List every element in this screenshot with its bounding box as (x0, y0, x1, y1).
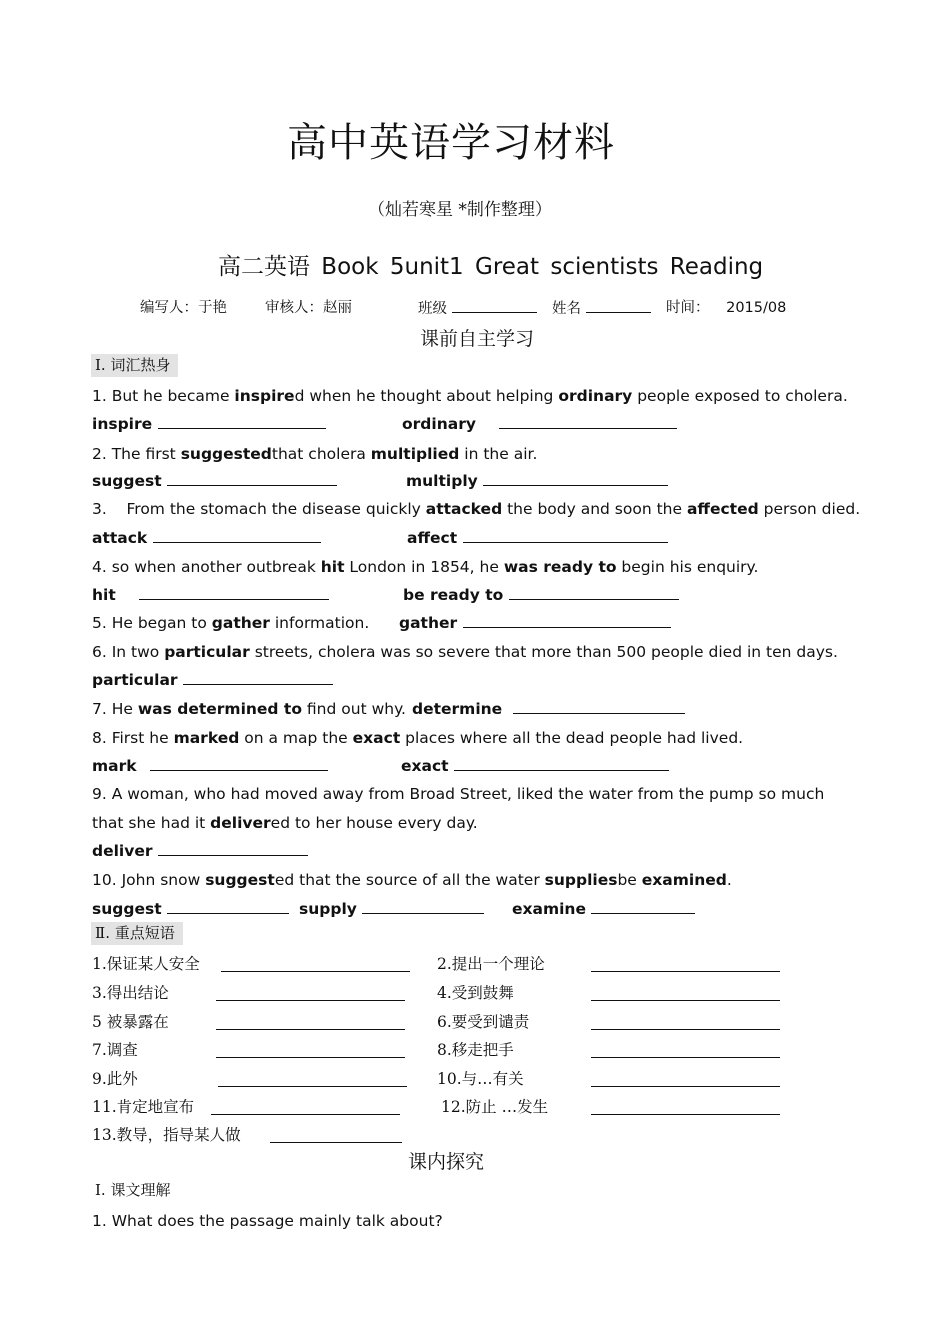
phrase-blank (211, 1114, 400, 1115)
class-field (418, 298, 537, 319)
phrase-item: 8.移走把手 (437, 1041, 514, 1059)
section3-heading: Ⅰ. 课文理解 (95, 1181, 171, 1199)
phrase-item: 9.此外 (92, 1070, 138, 1088)
phrase-item: 12.防止 …发生 (441, 1098, 549, 1116)
vocab-word-suggest-2: suggest (92, 899, 289, 919)
vocab-word-exact: exact (401, 756, 669, 776)
vocab-sentence-9a: 9. A woman, who had moved away from Broad Street, liked the water from the pump so much (92, 785, 825, 803)
phrase-item: 7.调查 (92, 1041, 138, 1059)
time-field (666, 298, 786, 318)
vocab-word-be-ready-to: be ready to (403, 585, 679, 605)
vocab-word-ordinary: ordinary (402, 414, 677, 434)
phrase-blank (591, 971, 780, 972)
phrase-item: 6.要受到谴责 (437, 1013, 530, 1031)
phrase-blank (591, 1057, 780, 1058)
class-blank (452, 298, 537, 313)
question-1: 1. What does the passage mainly talk about? (92, 1212, 443, 1230)
phrase-item: 4.受到鼓舞 (437, 984, 514, 1002)
vocab-word-affect: affect (407, 528, 668, 548)
vocab-word-examine: examine (512, 899, 695, 919)
phrase-blank (591, 1086, 780, 1087)
vocab-sentence-2: 2. The first suggestedthat cholera multiplied in the air. (92, 445, 538, 463)
vocab-word-suggest: suggest (92, 471, 337, 491)
vocab-word-gather: gather (399, 613, 671, 633)
phrase-item: 13.教导，指导某人做 (92, 1126, 241, 1144)
vocab-word-attack: attack (92, 528, 321, 548)
vocab-sentence-5: 5. He began to gather information. (92, 614, 370, 632)
phrase-blank (270, 1142, 402, 1143)
part2-title: 课内探究 (408, 1151, 485, 1173)
name-field (552, 298, 651, 319)
vocab-word-particular: particular (92, 670, 333, 690)
phrase-item: 11.肯定地宣布 (92, 1098, 195, 1116)
name-label: 姓名 (552, 301, 581, 317)
vocab-word-mark: mark (92, 756, 328, 776)
course-heading: 高二英语 Book 5unit1 Great scientists Reading (218, 254, 764, 280)
page-title: 高中英语学习材料 (287, 120, 615, 166)
phrase-blank (216, 1029, 405, 1030)
vocab-word-deliver: deliver (92, 841, 308, 861)
section2-heading: Ⅱ. 重点短语 (91, 922, 183, 945)
phrase-blank (591, 1000, 780, 1001)
part1-title: 课前自主学习 (420, 328, 535, 350)
reviewer-info: 审核人：赵丽 (265, 300, 352, 316)
vocab-sentence-6: 6. In two particular streets, cholera was so severe that more than 500 people died in ten days. (92, 643, 838, 661)
vocab-sentence-3: 3. From the stomach the disease quickly attacked the body and soon the affected person died. (92, 500, 861, 518)
vocab-word-determine: determine (412, 699, 685, 719)
phrase-blank (221, 971, 410, 972)
vocab-word-hit: hit (92, 585, 329, 605)
phrase-item: 10.与…有关 (437, 1070, 524, 1088)
page-subtitle: （灿若寒星 *制作整理） (368, 200, 552, 220)
time-label: 时间： (666, 300, 710, 316)
vocab-sentence-10: 10. John snow suggested that the source of all the water suppliesbe examined. (92, 871, 732, 889)
vocab-word-inspire: inspire (92, 414, 326, 434)
phrase-blank (591, 1029, 780, 1030)
phrase-item: 2.提出一个理论 (437, 955, 545, 973)
vocab-sentence-7: 7. He was determined to find out why. (92, 700, 406, 718)
phrase-blank (216, 1000, 405, 1001)
phrase-item: 1.保证某人安全 (92, 955, 200, 973)
section1-heading: Ⅰ. 词汇热身 (91, 354, 178, 377)
vocab-sentence-9b: that she had it delivered to her house every day. (92, 814, 478, 832)
vocab-sentence-1: 1. But he became inspired when he thought about helping ordinary people exposed to cholera. (92, 387, 848, 405)
name-blank (586, 298, 651, 313)
vocab-sentence-8: 8. First he marked on a map the exact places where all the dead people had lived. (92, 729, 744, 747)
phrase-blank (591, 1114, 780, 1115)
vocab-word-multiply: multiply (406, 471, 668, 491)
time-value: 2015/08 (726, 300, 787, 316)
vocab-sentence-4: 4. so when another outbreak hit London in 1854, he was ready to begin his enquiry. (92, 558, 759, 576)
phrase-item: 5 被暴露在 (92, 1013, 169, 1031)
phrase-item: 3.得出结论 (92, 984, 169, 1002)
class-label: 班级 (418, 301, 447, 317)
vocab-word-supply: supply (299, 899, 484, 919)
writer-info: 编写人：于艳 (140, 300, 227, 316)
phrase-blank (216, 1057, 405, 1058)
phrase-blank (218, 1086, 407, 1087)
